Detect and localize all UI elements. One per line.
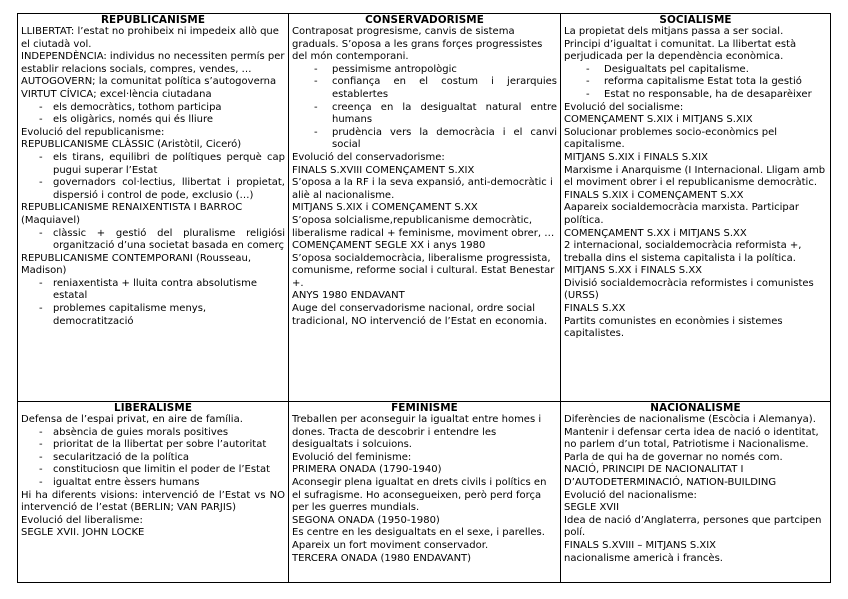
text-line: INDEPENDÈNCIA: individus no necessiten permís per establir relacions socials, compres, vendes, … — [21, 51, 285, 75]
feminisme-cell — [289, 402, 561, 582]
bullet-item: - problemes capitalisme menys, democratització — [21, 303, 285, 328]
text-line: Diferències de nacionalisme (Escòcia i Alemanya). Mantenir i defensar certa idea de nació o identitat, no parlem d’un total, Patriotisme i Nacionalisme. — [564, 414, 819, 451]
text-line: Solucionar problemes socio-econòmics pel capitalisme. — [564, 126, 778, 151]
conservadorisme-title: CONSERVADORISME — [365, 14, 484, 26]
bullet-item: - clàssic + gestió del pluralisme religiósi organització d’una societat basada en comerç — [21, 228, 285, 253]
text-line: Divisió socialdemocràcia reformistes i comunistes (URSS) — [564, 277, 814, 302]
text-line: Parla de qui ha de governar no només com. — [564, 451, 783, 463]
bullet-item: - creença en la desigualtat natural entre humans — [292, 102, 557, 127]
nacionalisme-cell — [561, 402, 830, 582]
bullet-item: - els oligàrics, només qui és lliure — [21, 114, 285, 127]
text-line: Marxisme i Anarquisme (I Internacional. Lligam amb el moviment obrer i el republicanisme democràtic. — [564, 164, 826, 189]
text-line: COMENÇAMENT S.XIX i MITJANS S.XIX — [564, 114, 753, 126]
text-line: nacionalisme americà i francès. — [564, 552, 723, 564]
text-line: REPUBLICANISME CLÀSSIC (Aristòtil, Ciceró) — [21, 139, 242, 151]
text-line: FINALS S.XIX i COMENÇAMENT S.XX — [564, 189, 744, 201]
text-line: SEGLE XVII — [564, 502, 620, 514]
table-row-bottom — [18, 402, 830, 582]
text-line: COMENÇAMENT SEGLE XX i anys 1980 — [292, 240, 486, 252]
bullet-item: - igualtat entre èssers humans — [21, 477, 285, 490]
bullet-item: - reforma capitalisme Estat tota la gestió — [564, 76, 827, 89]
text-line: S’oposa socialdemocràcia, liberalisme progressista, comunisme, reforme social i cultural. Estat Benestar +. — [292, 252, 555, 289]
text-line: Evolució del nacionalisme: — [564, 489, 697, 501]
bullet-item: - pessimisme antropològic — [292, 64, 557, 77]
text-line: Es centre en les desigualtats en el sexe, i parelles. Apareix un fort moviment conservador. — [292, 527, 545, 551]
text-line: TERCERA ONADA (1980 ENDAVANT) — [292, 552, 472, 564]
text-line: MITJANS S.XIX i FINALS S.XIX — [564, 151, 708, 163]
text-line: FINALS S.XX — [564, 303, 626, 315]
bullet-item: - prudència vers la democràcia i el canvi social — [292, 127, 557, 152]
bullet-item: - Estat no responsable, ha de desaparèixer — [564, 89, 827, 102]
text-line: S’oposa a la RF i la seva expansió, anti-democràtic i aliè al nacionalisme. — [292, 177, 553, 201]
liberalisme-cell — [18, 402, 289, 582]
bullet-item: - secularització de la política — [21, 452, 285, 465]
text-line: FINALS S.XVIII – MITJANS S.XIX — [564, 539, 717, 551]
text-line: FINALS S.XVIII COMENÇAMENT S.XIX — [292, 164, 475, 176]
feminisme-title: FEMINISME — [391, 402, 458, 414]
bullet-item: - prioritat de la llibertat per sobre l’autoritat — [21, 439, 285, 452]
text-line: LLIBERTAT: l’estat no prohibeix ni impedeix allò que el ciutadà vol. — [21, 26, 279, 50]
text-line: 2 internacional, socialdemocràcia reformista +, treballa dins el sistema capitalista i la política. — [564, 240, 802, 264]
republicanisme-cell — [18, 14, 289, 401]
socialisme-title: SOCIALISME — [659, 14, 732, 26]
text-line: S’oposa solcialisme,republicanisme democràtic, liberalisme radical + feminisme, moviment obrer, … — [292, 214, 555, 239]
text-line: Defensa de l’espai privat, en aire de família. — [21, 414, 243, 425]
text-line: MITJANS S.XX i FINALS S.XX — [564, 265, 703, 277]
conservadorisme-cell — [289, 14, 561, 401]
text-line: Evolució del feminisme: — [292, 451, 412, 463]
text-line: Principi d’igualtat i comunitat. La llibertat està perjudicada per la dependència econòmica. — [564, 38, 797, 63]
text-line: REPUBLICANISME RENAIXENTISTA I BARROC (Maquiavel) — [21, 202, 243, 226]
text-line: MITJANS S.XIX i COMENÇAMENT S.XX — [292, 202, 478, 214]
bullet-item: - governadors col·lectius, llibertat i propietat, dispersió i control de pode, exclusio (…) — [21, 177, 285, 202]
text-line: PRIMERA ONADA (1790-1940) — [292, 464, 442, 476]
text-line: Auge del conservadorisme nacional, ordre social tradicional, NO intervenció de l’Estat en economia. — [292, 303, 548, 327]
text-line: La propietat dels mitjans passa a ser social. — [564, 26, 784, 37]
bullet-item: - Desigualtats pel capitalisme. — [564, 64, 827, 77]
bullet-item: - els democràtics, tothom participa — [21, 102, 285, 115]
socialisme-cell — [561, 14, 830, 401]
liberalisme-title: LIBERALISME — [113, 402, 193, 414]
text-line: VIRTUT CÍVICA; excel·lència ciutadana — [21, 88, 212, 100]
bullet-item: - absència de guies morals positives — [21, 427, 285, 440]
text-line: Evolució del liberalisme: — [21, 514, 143, 526]
ideologies-table — [17, 13, 831, 583]
republicanisme-title: REPUBLICANISME — [100, 14, 206, 26]
text-line: NACIÓ, PRINCIPI DE NACIONALITAT I D’AUTODETERMINACIÓ, NATION-BUILDING — [564, 464, 777, 488]
text-line: SEGLE XVII. JOHN LOCKE — [21, 527, 145, 539]
nacionalisme-title: NACIONALISME — [650, 402, 741, 414]
text-line: Evolució del republicanisme: — [21, 126, 165, 138]
text-line: Contraposat progresisme, canvis de sistema graduals. S’oposa a les grans forçes progressistes del món contemporani. — [292, 26, 543, 63]
table-row-top — [18, 14, 830, 402]
text-line: ANYS 1980 ENDAVANT — [292, 290, 405, 302]
bullet-item: - constituciosn que limitin el poder de l’Estat — [21, 464, 285, 477]
bullet-item: - els tirans, equilibri de polítiques perquè cap pugui superar l’Estat — [21, 152, 285, 177]
text-line: Treballen per aconseguir la igualtat entre homes i dones. Tracta de descobrir i entendre les desigualtats i solcuions. — [292, 414, 542, 451]
text-line: SEGONA ONADA (1950-1980) — [292, 514, 440, 526]
text-line: Hi ha diferents visions: intervenció de l’Estat vs NO intervenció de l’estat (BERLIN; VAN PARJIS) — [21, 489, 285, 514]
bullet-item: - confiança en el costum i jerarquies establertes — [292, 76, 557, 101]
text-line: Aapareix socialdemocràcia marxista. Participar política. — [564, 202, 799, 226]
text-line: COMENÇAMENT S.XX i MITJANS S.XX — [564, 227, 747, 239]
text-line: AUTOGOVERN; la comunitat política s’autogoverna — [21, 76, 277, 88]
text-line: REPUBLICANISME CONTEMPORANI (Rousseau, Madison) — [21, 252, 252, 277]
bullet-item: - reniaxentista + lluita contra absolutisme estatal — [21, 278, 285, 303]
text-line: Partits comunistes en econòmies i sistemes capitalistes. — [564, 315, 783, 340]
text-line: Idea de nació d’Anglaterra, persones que partcipen polí. — [564, 514, 822, 539]
text-line: Aconsegir plena igualtat en drets civils i polítics en el sufragisme. Ho aconsegueixen, però perd força per les guerres mundials. — [292, 476, 547, 514]
text-line: Evolució del conservadorisme: — [292, 151, 445, 163]
text-line: Evolució del socialisme: — [564, 101, 684, 113]
